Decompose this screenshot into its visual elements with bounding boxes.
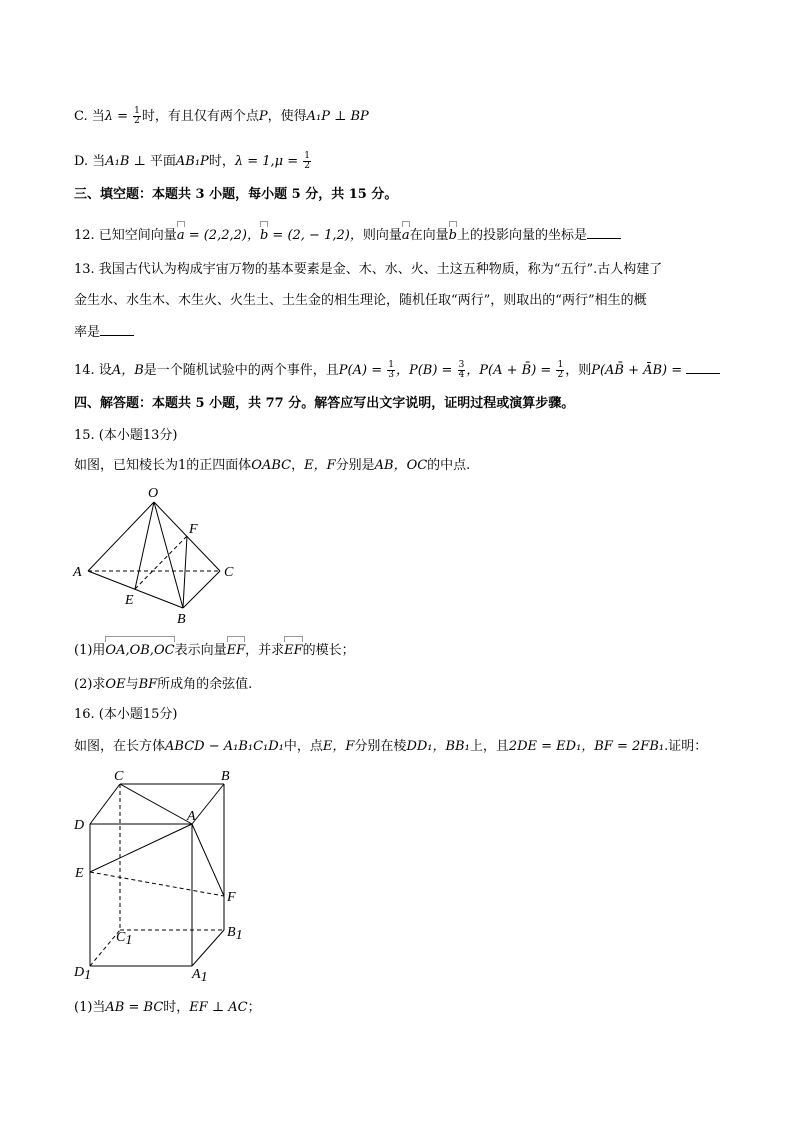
vector-ef: EF — [226, 643, 246, 658]
vector-b-value: = (2, − 1,2)， — [268, 228, 363, 243]
option-c-fraction — [133, 107, 141, 126]
tetrahedron-figure — [70, 480, 250, 626]
q16-part1 — [74, 999, 261, 1017]
q16-points: E，F — [322, 739, 355, 754]
segment-ea — [90, 824, 192, 872]
q16-stem-mid: 中，点 — [283, 739, 323, 754]
q14-target: P(AB̄ + ĀB) = — [591, 363, 687, 378]
option-d-expr2: AB₁P — [175, 154, 209, 169]
cuboid-figure — [70, 766, 250, 988]
label-c1: C1 — [116, 930, 133, 948]
label-a: A — [73, 565, 82, 580]
fraction-denominator: 2 — [304, 161, 310, 171]
label-f: F — [189, 522, 198, 537]
q14-prefix: 14. 设 — [74, 363, 112, 378]
question-14 — [74, 361, 720, 380]
q15-points: E，F — [304, 458, 336, 473]
q16-part1-mid: 时， — [163, 1000, 190, 1015]
q12-mid2: 在向量 — [409, 228, 449, 243]
q14-pab: ，P(A + B̄) = — [466, 363, 556, 378]
q15-stem — [74, 457, 470, 475]
q16-stem-mid2: 分别在棱 — [354, 739, 407, 754]
q15-part2-prefix: (2)求 — [74, 677, 106, 692]
q14-then: ，则 — [565, 363, 592, 378]
vector-b-ref: b — [448, 228, 457, 243]
q16-stem-prefix: 如图，在长方体 — [74, 739, 166, 754]
answer-blank — [587, 226, 621, 239]
q12-prefix: 12. 已知空间向量 — [74, 228, 177, 243]
option-d-middle: 平面 — [149, 154, 176, 169]
label-o: O — [148, 486, 159, 501]
label-d: D — [74, 818, 85, 833]
label-e: E — [75, 866, 84, 881]
q15-part1-mid: 表示向量 — [174, 643, 227, 658]
q15-part2 — [74, 676, 252, 694]
vector-a-value: = (2,2,2)， — [184, 228, 260, 243]
label-d1: D1 — [74, 965, 92, 983]
edge-ob — [154, 502, 183, 608]
fraction-numerator: 1 — [304, 151, 310, 161]
fraction-numerator: 3 — [458, 360, 465, 370]
segment-af — [192, 824, 224, 896]
option-d — [74, 152, 312, 171]
section-4-heading: 四、解答题：本题共 5 小题，共 77 分。解答应写出文字说明，证明过程或演算步骤。 — [74, 396, 575, 411]
vector-a: a — [176, 228, 185, 243]
q15-edges: AB，OC — [374, 458, 428, 473]
fraction-denominator: 2 — [134, 116, 140, 126]
q14-pb-fraction — [458, 361, 466, 380]
q16-part1-condition: AB = BC — [105, 1000, 164, 1015]
q15-header: 15. (本小题13分) — [74, 428, 178, 443]
question-13-line1: 13. 我国古代认为构成宇宙万物的基本要素是金、木、水、火、土这五种物质，称为“五行”.古人构建了 — [74, 262, 663, 277]
question-13-line3 — [74, 323, 134, 342]
q14-pa: P(A) = — [338, 363, 387, 378]
question-13-line2: 金生水、水生木、木生火、火生土、土生金的相生理论，随机任取“两行”，则取出的“两行”相生的概 — [74, 293, 647, 308]
q15-part1 — [74, 642, 355, 660]
q15-part2-mid: 与 — [125, 677, 139, 692]
option-c — [74, 107, 369, 126]
q14-pa-fraction — [387, 361, 395, 380]
label-c: C — [114, 769, 124, 784]
q16-part1-prefix: (1)当 — [74, 1000, 106, 1015]
q15-tetra: OABC — [251, 458, 292, 473]
q15-part1-mid2: ，并求 — [245, 643, 285, 658]
option-d-suffix: 时， — [208, 154, 235, 169]
q15-stem-mid2: 分别是 — [335, 458, 375, 473]
label-b: B — [177, 612, 186, 626]
fraction-denominator: 2 — [557, 370, 564, 380]
q16-box: ABCD − A₁B₁C₁D₁ — [165, 739, 284, 754]
q15-stem-prefix: 如图，已知棱长为1的正四面体 — [74, 458, 252, 473]
segment-oe — [135, 502, 154, 589]
segment-ef-hidden — [90, 872, 224, 896]
fraction-numerator: 1 — [557, 360, 564, 370]
q16-edges: DD₁，BB₁ — [406, 739, 470, 754]
vector-b: b — [259, 228, 269, 243]
segment-oe-label: OE — [105, 677, 126, 692]
fraction-numerator: 1 — [388, 360, 394, 370]
segment-bf-label: BF — [138, 677, 158, 692]
q16-header: 16. (本小题15分) — [74, 707, 178, 722]
q16-part1-conclusion: EF ⊥ AC — [189, 1000, 248, 1015]
q13-line3-text: 率是 — [74, 325, 101, 340]
q15-stem-suffix: 的中点. — [427, 458, 471, 473]
q16-stem — [74, 738, 707, 756]
q16-stem-mid3: 上，且 — [469, 739, 509, 754]
option-c-middle: 时，有且仅有两个点 — [141, 109, 259, 124]
q12-mid1: 则向量 — [362, 228, 402, 243]
q12-suffix: 上的投影向量的坐标是 — [456, 228, 587, 243]
label-e: E — [125, 593, 134, 608]
label-a1: A1 — [192, 967, 208, 985]
answer-blank — [686, 361, 720, 374]
segment-bf — [183, 536, 187, 608]
q14-pab-fraction — [556, 361, 564, 380]
label-b1: B1 — [227, 925, 243, 943]
edge-dc — [90, 784, 120, 824]
edge-ab — [88, 571, 183, 608]
segment-ca — [120, 784, 192, 824]
option-d-expr1: A₁B ⊥ — [105, 154, 150, 169]
label-b: B — [221, 769, 230, 784]
label-c: C — [224, 565, 234, 580]
q15-part2-suffix: 所成角的余弦值. — [157, 677, 253, 692]
question-12 — [74, 226, 621, 245]
vector-a-ref: a — [401, 228, 410, 243]
option-c-comma: ，使得 — [267, 109, 307, 124]
edge-a1b1 — [192, 930, 224, 966]
q16-part1-suffix: ； — [247, 1000, 261, 1015]
label-f: F — [227, 890, 236, 905]
edge-bc — [183, 571, 220, 608]
edge-ab — [192, 784, 224, 824]
label-a: A — [187, 809, 196, 824]
q15-stem-mid: ， — [291, 458, 305, 473]
q14-pb: ，P(B) = — [395, 363, 457, 378]
q15-basis-vectors: OA,OB,OC — [105, 643, 175, 658]
option-d-lambda: λ = 1,μ = — [234, 154, 303, 169]
option-d-fraction — [303, 152, 311, 171]
fraction-denominator: 4 — [458, 370, 465, 380]
q16-condition: 2DE = ED₁，BF = 2FB₁ — [508, 739, 665, 754]
q16-stem-suffix: .证明： — [664, 739, 708, 754]
fraction-numerator: 1 — [134, 106, 140, 116]
q15-part1-prefix: (1)用 — [74, 643, 106, 658]
segment-ef-hidden — [135, 536, 187, 589]
q14-events: A，B — [111, 363, 144, 378]
fraction-denominator: 3 — [388, 370, 394, 380]
option-c-prefix: C. 当 — [74, 109, 105, 124]
option-d-prefix: D. 当 — [74, 154, 106, 169]
option-c-lambda: λ = — [104, 109, 133, 124]
q15-part1-suffix: 的模长； — [302, 643, 355, 658]
option-c-point: P — [258, 109, 268, 124]
edge-oa — [88, 502, 154, 571]
q14-mid: 是一个随机试验中的两个事件，且 — [143, 363, 339, 378]
vector-ef-ref: EF — [284, 643, 303, 658]
option-c-expression: A₁P ⊥ BP — [306, 109, 369, 124]
answer-blank — [100, 323, 134, 336]
section-3-heading: 三、填空题：本题共 3 小题，每小题 5 分，共 15 分。 — [74, 187, 398, 202]
